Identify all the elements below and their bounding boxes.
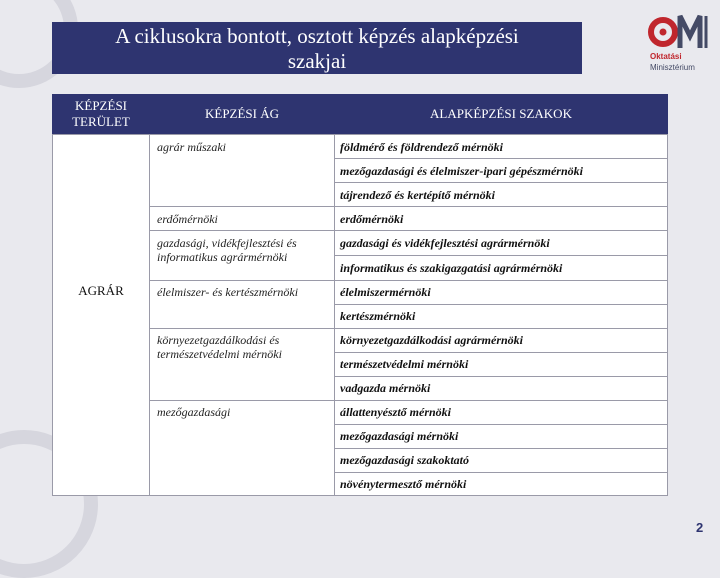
row-divider (150, 400, 668, 401)
header-training-area (52, 94, 150, 134)
header-area-line-2: TERÜLET (72, 114, 130, 129)
branch-label: mezőgazdasági (157, 405, 231, 419)
major-row-divider (334, 472, 668, 473)
om-logo (646, 8, 712, 72)
column-divider (334, 134, 335, 496)
area-cell (52, 134, 150, 496)
area-label: AGRÁR (78, 283, 124, 298)
major-item: növénytermesztő mérnöki (340, 477, 467, 491)
major-item: informatikus és szakigazgatási agrármérnöki (340, 261, 563, 275)
logo-text-line-2: Minisztérium (650, 63, 695, 72)
row-divider (150, 328, 668, 329)
major-row-divider (334, 376, 668, 377)
major-row-divider (334, 255, 668, 256)
major-item: gazdasági és vidékfejlesztési agrármérnöki (340, 236, 550, 250)
major-item: mezőgazdasági és élelmiszer-ipari gépészmérnöki (340, 164, 583, 178)
branch-label: erdőmérnöki (157, 212, 218, 226)
logo-text-line-1: Oktatási (650, 52, 682, 61)
major-row-divider (334, 158, 668, 159)
slide-title (52, 22, 582, 74)
header-area-line-1: KÉPZÉSI (75, 98, 127, 113)
branch-label: élelmiszer- és kertészmérnöki (157, 285, 299, 299)
branch-label: környezetgazdálkodási és természetvédelmi mérnöki (157, 333, 282, 361)
row-divider (150, 280, 668, 281)
page-number: 2 (696, 520, 704, 535)
major-item: állattenyésztő mérnöki (340, 405, 451, 419)
major-row-divider (334, 182, 668, 183)
slide-title-line-1: A ciklusokra bontott, osztott képzés alapképzési (115, 24, 519, 48)
major-item: környezetgazdálkodási agrármérnöki (340, 333, 524, 347)
major-item: természetvédelmi mérnöki (340, 357, 469, 371)
major-row-divider (334, 352, 668, 353)
branch-label: gazdasági, vidékfejlesztési és informatikus agrármérnöki (157, 236, 297, 264)
slide-title-line-2: szakjai (287, 49, 347, 73)
major-item: mezőgazdasági szakoktató (340, 453, 470, 467)
om-logo-icon (648, 12, 712, 52)
major-item: mezőgazdasági mérnöki (340, 429, 459, 443)
row-divider (150, 230, 668, 231)
major-item: tájrendező és kertépítő mérnöki (340, 188, 495, 202)
major-item: kertészmérnöki (340, 309, 416, 323)
major-item: földmérő és földrendező mérnöki (340, 140, 503, 154)
major-item: élelmiszermérnöki (340, 285, 431, 299)
header-bachelor-majors: ALAPKÉPZÉSI SZAKOK (334, 94, 668, 134)
major-row-divider (334, 304, 668, 305)
major-row-divider (334, 424, 668, 425)
major-row-divider (334, 448, 668, 449)
branch-label: agrár műszaki (157, 140, 227, 154)
row-divider (150, 206, 668, 207)
major-item: vadgazda mérnöki (340, 381, 431, 395)
header-training-branch: KÉPZÉSI ÁG (150, 94, 334, 134)
major-item: erdőmérnöki (340, 212, 404, 226)
